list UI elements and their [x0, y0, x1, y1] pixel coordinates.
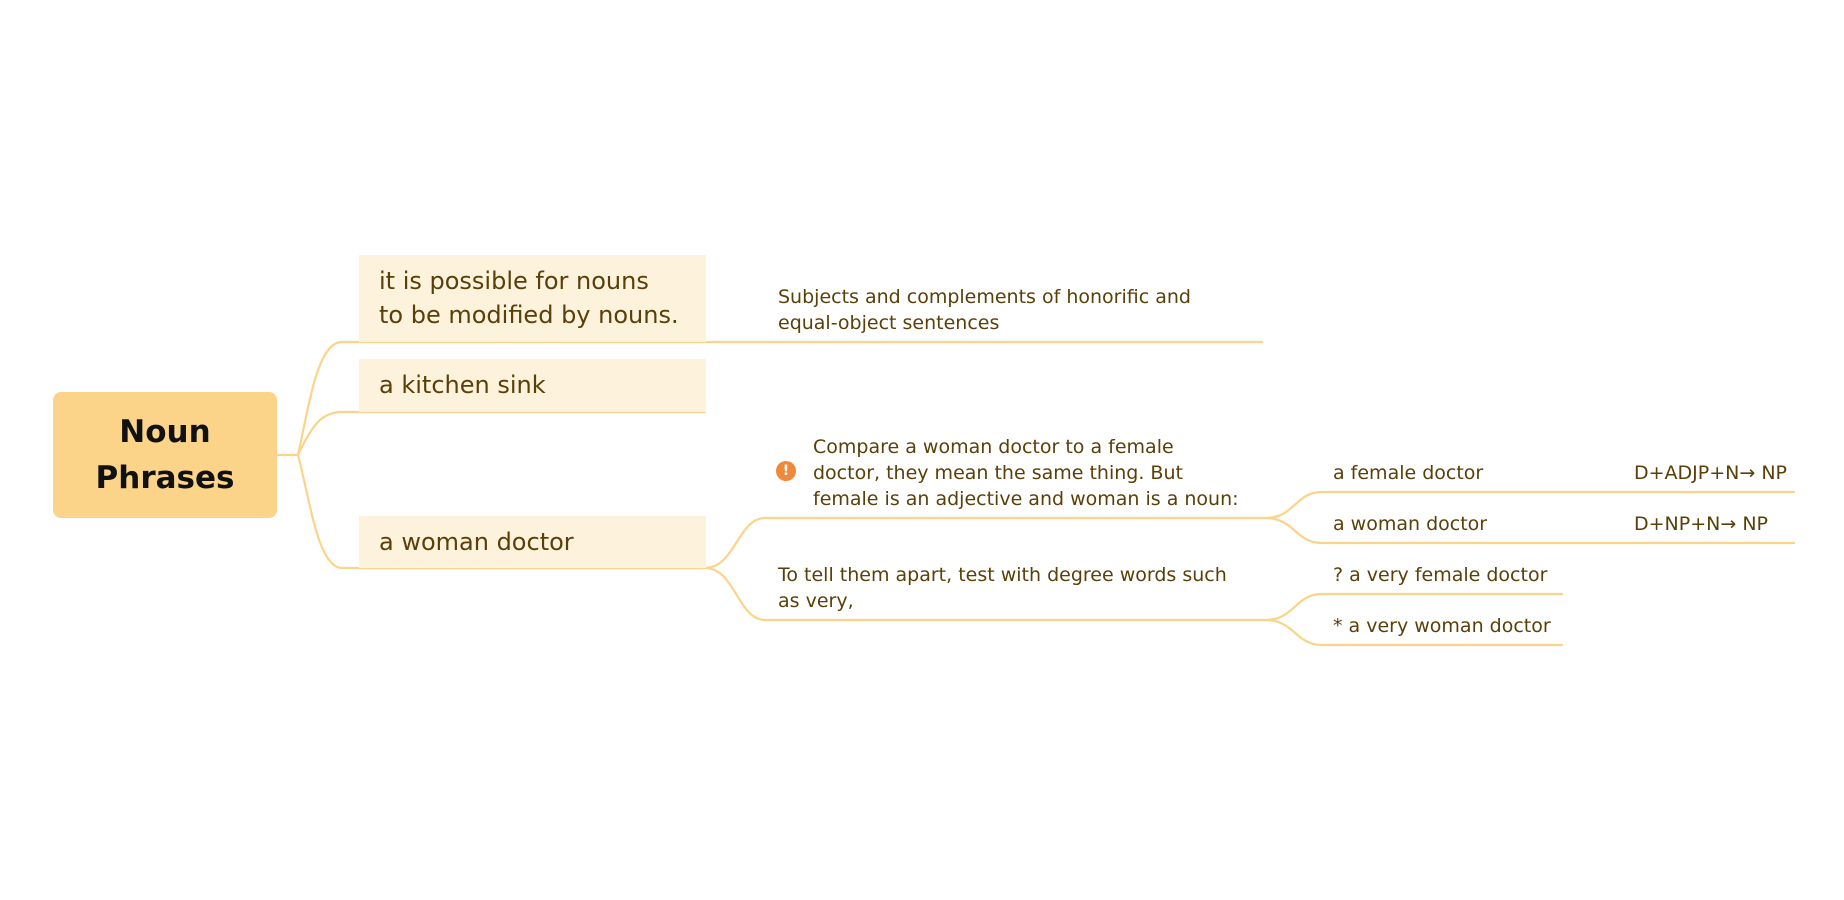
link-root-b2 — [298, 412, 705, 455]
leaf-label: D+ADJP+N→ NP — [1634, 462, 1788, 484]
note-line2: equal-object sentences — [778, 312, 1000, 334]
leaf-rule-adjp[interactable] — [1634, 460, 1787, 486]
topic-kitchen-sink[interactable] — [359, 359, 706, 412]
topic-label: a woman doctor — [379, 528, 574, 556]
test-line2: as very, — [778, 590, 854, 612]
subtopic-honorific-note[interactable] — [778, 284, 1248, 336]
leaf-female-doctor[interactable] — [1333, 460, 1483, 486]
compare-line1: Compare a woman doctor to a female — [813, 436, 1174, 458]
leaf-label: a female doctor — [1333, 462, 1484, 484]
subtopic-degree-test[interactable] — [778, 562, 1258, 614]
test-line1: To tell them apart, test with degree words such — [778, 564, 1227, 586]
leaf-very-woman-doctor[interactable] — [1333, 613, 1551, 639]
root-topic[interactable] — [53, 392, 277, 518]
leaf-rule-np[interactable] — [1634, 511, 1768, 537]
topic-label: a kitchen sink — [379, 371, 546, 399]
note-line1: Subjects and complements of honorific and — [778, 286, 1191, 308]
topic-woman-doctor[interactable] — [359, 516, 706, 568]
compare-line3: female is an adjective and woman is a noun: — [813, 488, 1239, 510]
leaf-label: ? a very female doctor — [1333, 564, 1548, 586]
topic-nouns-modified-by-nouns[interactable] — [359, 255, 706, 342]
leaf-label: a woman doctor — [1333, 513, 1488, 535]
root-title-line1: Noun — [119, 414, 211, 450]
compare-line2: doctor, they mean the same thing. But — [813, 462, 1183, 484]
leaf-label: D+NP+N→ NP — [1634, 513, 1768, 535]
leaf-label: * a very woman doctor — [1333, 615, 1551, 637]
topic-line2: to be modified by nouns. — [379, 301, 679, 329]
root-title-line2: Phrases — [95, 460, 235, 496]
warning-icon: ! — [776, 461, 796, 481]
subtopic-compare[interactable] — [813, 434, 1263, 512]
leaf-very-female-doctor[interactable] — [1333, 562, 1547, 588]
link-b3-compare — [705, 518, 1265, 568]
leaf-woman-doctor[interactable] — [1333, 511, 1487, 537]
topic-line1: it is possible for nouns — [379, 267, 649, 295]
